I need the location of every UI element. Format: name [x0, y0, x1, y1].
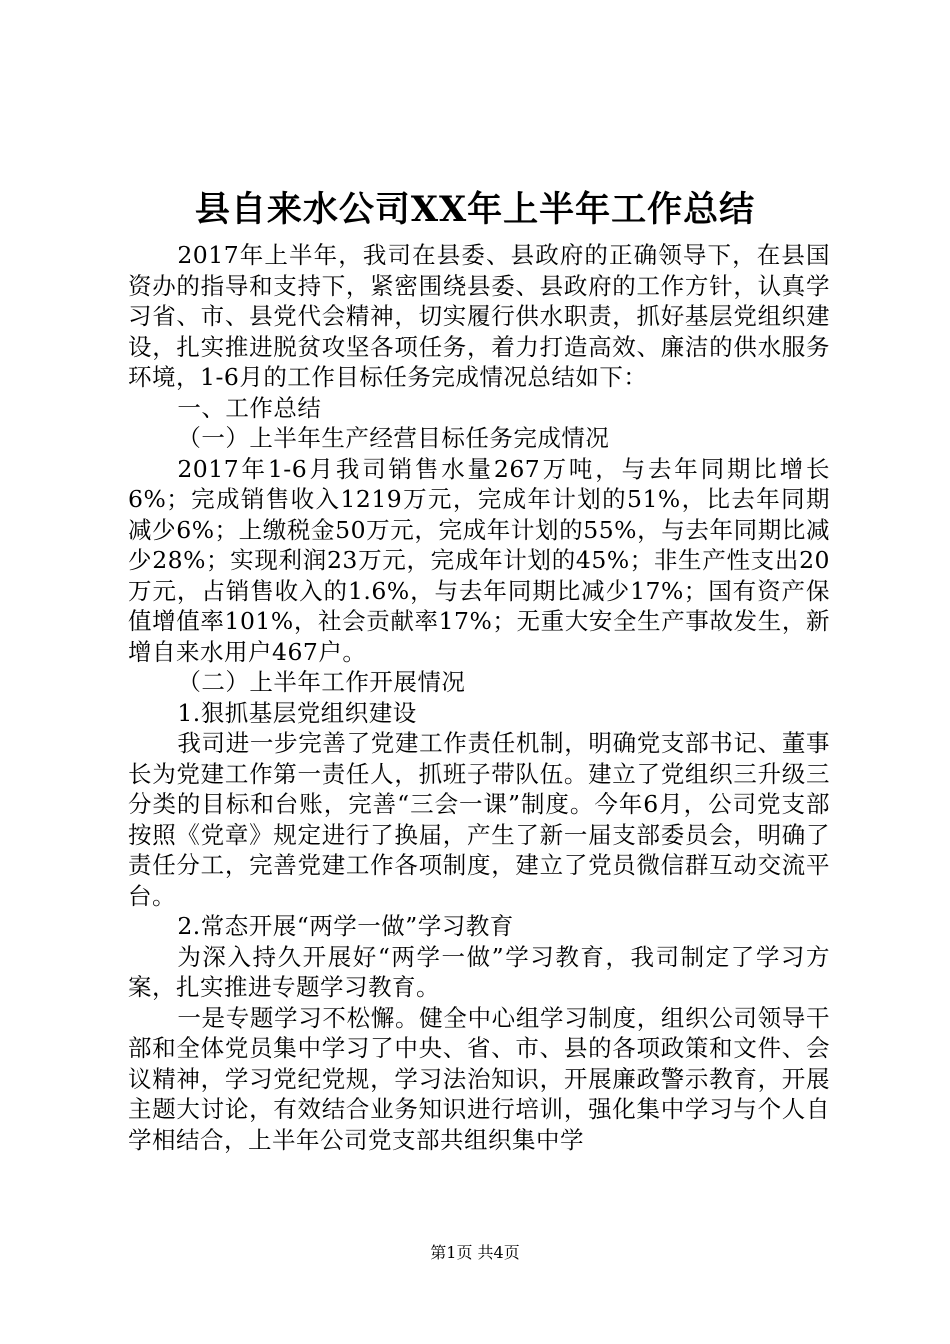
subsection-heading-production-targets: （一）上半年生产经营目标任务完成情况 — [177, 424, 610, 452]
item-heading-study-education: 2.常态开展“两学一做”学习教育 — [177, 912, 514, 940]
document-title: 县自来水公司XX年上半年工作总结 — [194, 189, 756, 230]
intro-paragraph: 2017年上半年，我司在县委、县政府的正确领导下，在县国资办的指导和支持下，紧密围绕县委、县政府的工作方针，认真学习省、市、县党代会精神，切实履行供水职责，抓好基层党组织建设，扎实推进脱贫攻坚各项任务，着力打造高效、廉洁的供水服务环境，1-6月的工作目标任务完成情况总结如下： — [128, 241, 830, 391]
study-plan-paragraph: 为深入持久开展好“两学一做”学习教育，我司制定了学习方案，扎实推进专题学习教育。 — [128, 942, 830, 1001]
document-body — [128, 240, 830, 1155]
subsection-heading-work-progress: （二）上半年工作开展情况 — [177, 668, 466, 696]
party-building-paragraph: 我司进一步完善了党建工作责任机制，明确党支部书记、董事长为党建工作第一责任人，抓班子带队伍。建立了党组织三升级三分类的目标和台账，完善“三会一课”制度。今年6月，公司党支部按照《党章》规定进行了换届，产生了新一届支部委员会，明确了责任分工，完善党建工作各项制度，建立了党员微信群互动交流平台。 — [128, 729, 830, 910]
page-number-footer: 第1页 共4页 — [430, 1243, 520, 1262]
special-study-paragraph: 一是专题学习不松懈。健全中心组学习制度，组织公司领导干部和全体党员集中学习了中央、省、市、县的各项政策和文件、会议精神，学习党纪党规，学习法治知识，开展廉政警示教育，开展主题大讨论，有效结合业务知识进行培训，强化集中学习与个人自学相结合，上半年公司党支部共组织集中学 — [128, 1003, 830, 1154]
production-results-paragraph: 2017年1-6月我司销售水量267万吨，与去年同期比增长6%；完成销售收入1219万元，完成年计划的51%，比去年同期减少6%；上缴税金50万元，完成年计划的55%，与去年同期比减少28%；实现利润23万元，完成年计划的45%；非生产性支出20万元，占销售收入的1.6%，与去年同期比减少17%；国有资产保值增值率101%，社会贡献率17%；无重大安全生产事故发生，新增自来水用户467户。 — [128, 454, 830, 666]
section-heading-work-summary: 一、工作总结 — [177, 393, 322, 422]
item-heading-party-building: 1.狠抓基层党组织建设 — [177, 698, 417, 727]
